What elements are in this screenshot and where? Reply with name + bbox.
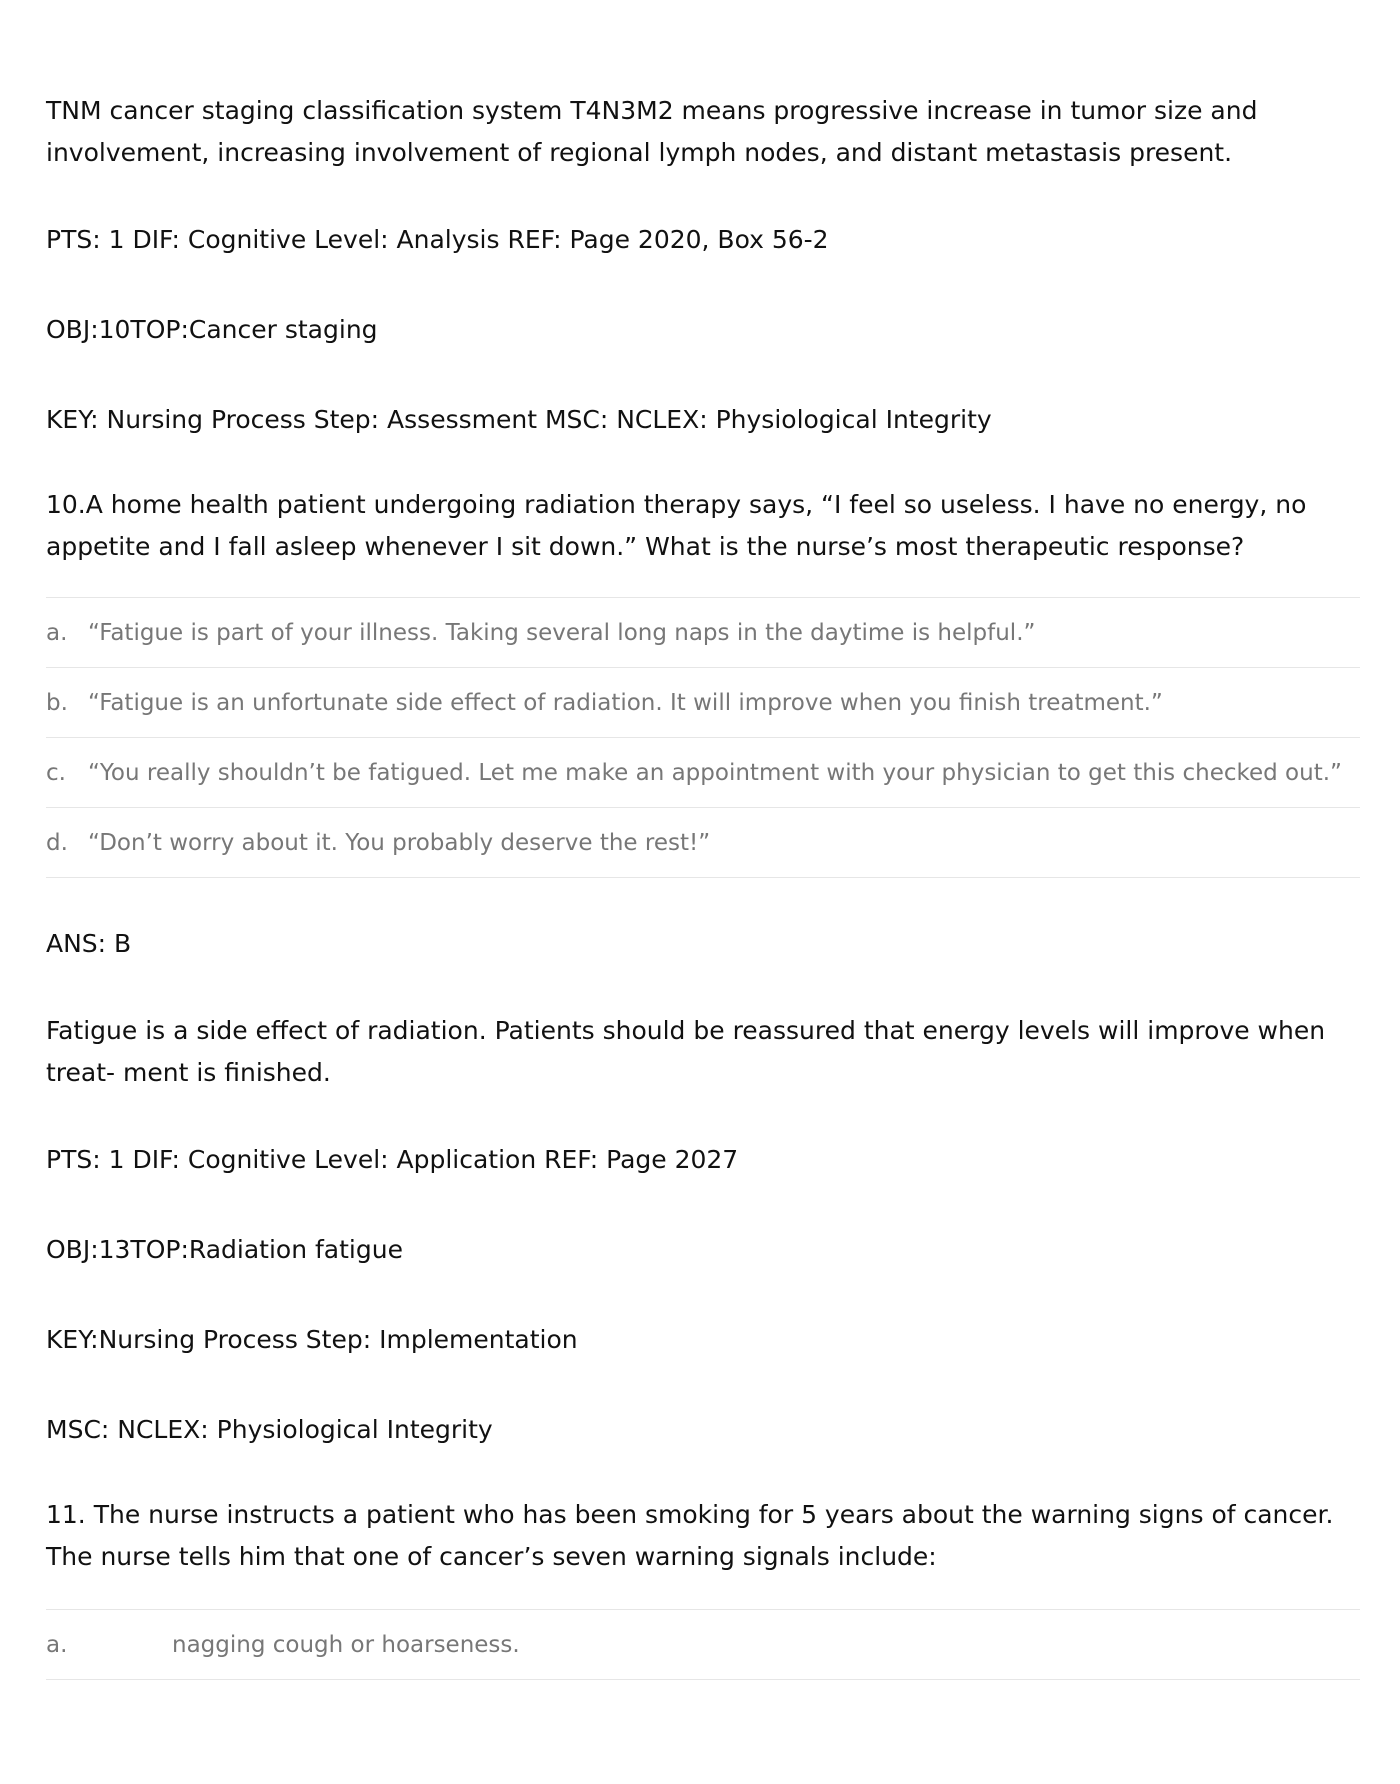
q10-points: PTS: 1 DIF: Cognitive Level: Application REF: Page 2027 — [46, 1145, 739, 1174]
q9-points: PTS: 1 DIF: Cognitive Level: Analysis REF: Page 2020, Box 56-2 — [46, 225, 829, 254]
q11-options — [46, 1609, 1360, 1680]
document-page — [46, 90, 1360, 1680]
q10-objective: OBJ:13TOP:Radiation fatigue — [46, 1235, 403, 1264]
q10-keywords: KEY:Nursing Process Step: Implementation — [46, 1325, 578, 1354]
option-letter: c. — [46, 759, 66, 786]
option-text: “Don’t worry about it. You probably deserve the rest!” — [88, 829, 711, 856]
q10-rationale: Fatigue is a side eﬀect of radiation. Patients should be reassured that energy levels will improve when treat- ment is ﬁnished. — [46, 1016, 1326, 1087]
q10-option-c — [46, 738, 1360, 808]
q10-option-d — [46, 808, 1360, 878]
q10-options — [46, 597, 1360, 878]
q9-objective: OBJ:10TOP:Cancer staging — [46, 315, 378, 344]
option-text: “You really shouldn’t be fatigued. Let me make an appointment with your physician to get this checked out.” — [88, 759, 1342, 786]
option-letter: d. — [46, 829, 68, 856]
option-letter: a. — [46, 1631, 68, 1658]
q9-keywords: KEY: Nursing Process Step: Assessment MSC: NCLEX: Physiological Integrity — [46, 405, 992, 434]
q11-question: 11. The nurse instructs a patient who has been smoking for 5 years about the warning signs of cancer. The nurse tells him that one of cancer’s seven warning signals include: — [46, 1500, 1334, 1571]
q11-option-a — [46, 1610, 1360, 1680]
option-text: nagging cough or hoarseness. — [172, 1631, 520, 1658]
option-text: “Fatigue is part of your illness. Taking several long naps in the daytime is helpful.” — [88, 619, 1036, 646]
q10-option-b — [46, 668, 1360, 738]
option-text: “Fatigue is an unfortunate side eﬀect of radiation. It will improve when you ﬁnish treatment.” — [88, 689, 1163, 716]
q10-answer: ANS: B — [46, 929, 132, 958]
q10-option-a — [46, 598, 1360, 668]
q10-question: 10.A home health patient undergoing radiation therapy says, “I feel so useless. I have no energy, no appetite and I fall asleep whenever I sit down.” What is the nurse’s most therapeutic response? — [46, 490, 1307, 561]
option-letter: b. — [46, 689, 68, 716]
q9-rationale: TNM cancer staging classiﬁcation system T4N3M2 means progressive increase in tumor size and involvement, increasing involvement of regional lymph nodes, and distant metastasis present. — [46, 96, 1258, 167]
option-letter: a. — [46, 619, 68, 646]
q10-msc: MSC: NCLEX: Physiological Integrity — [46, 1415, 493, 1444]
